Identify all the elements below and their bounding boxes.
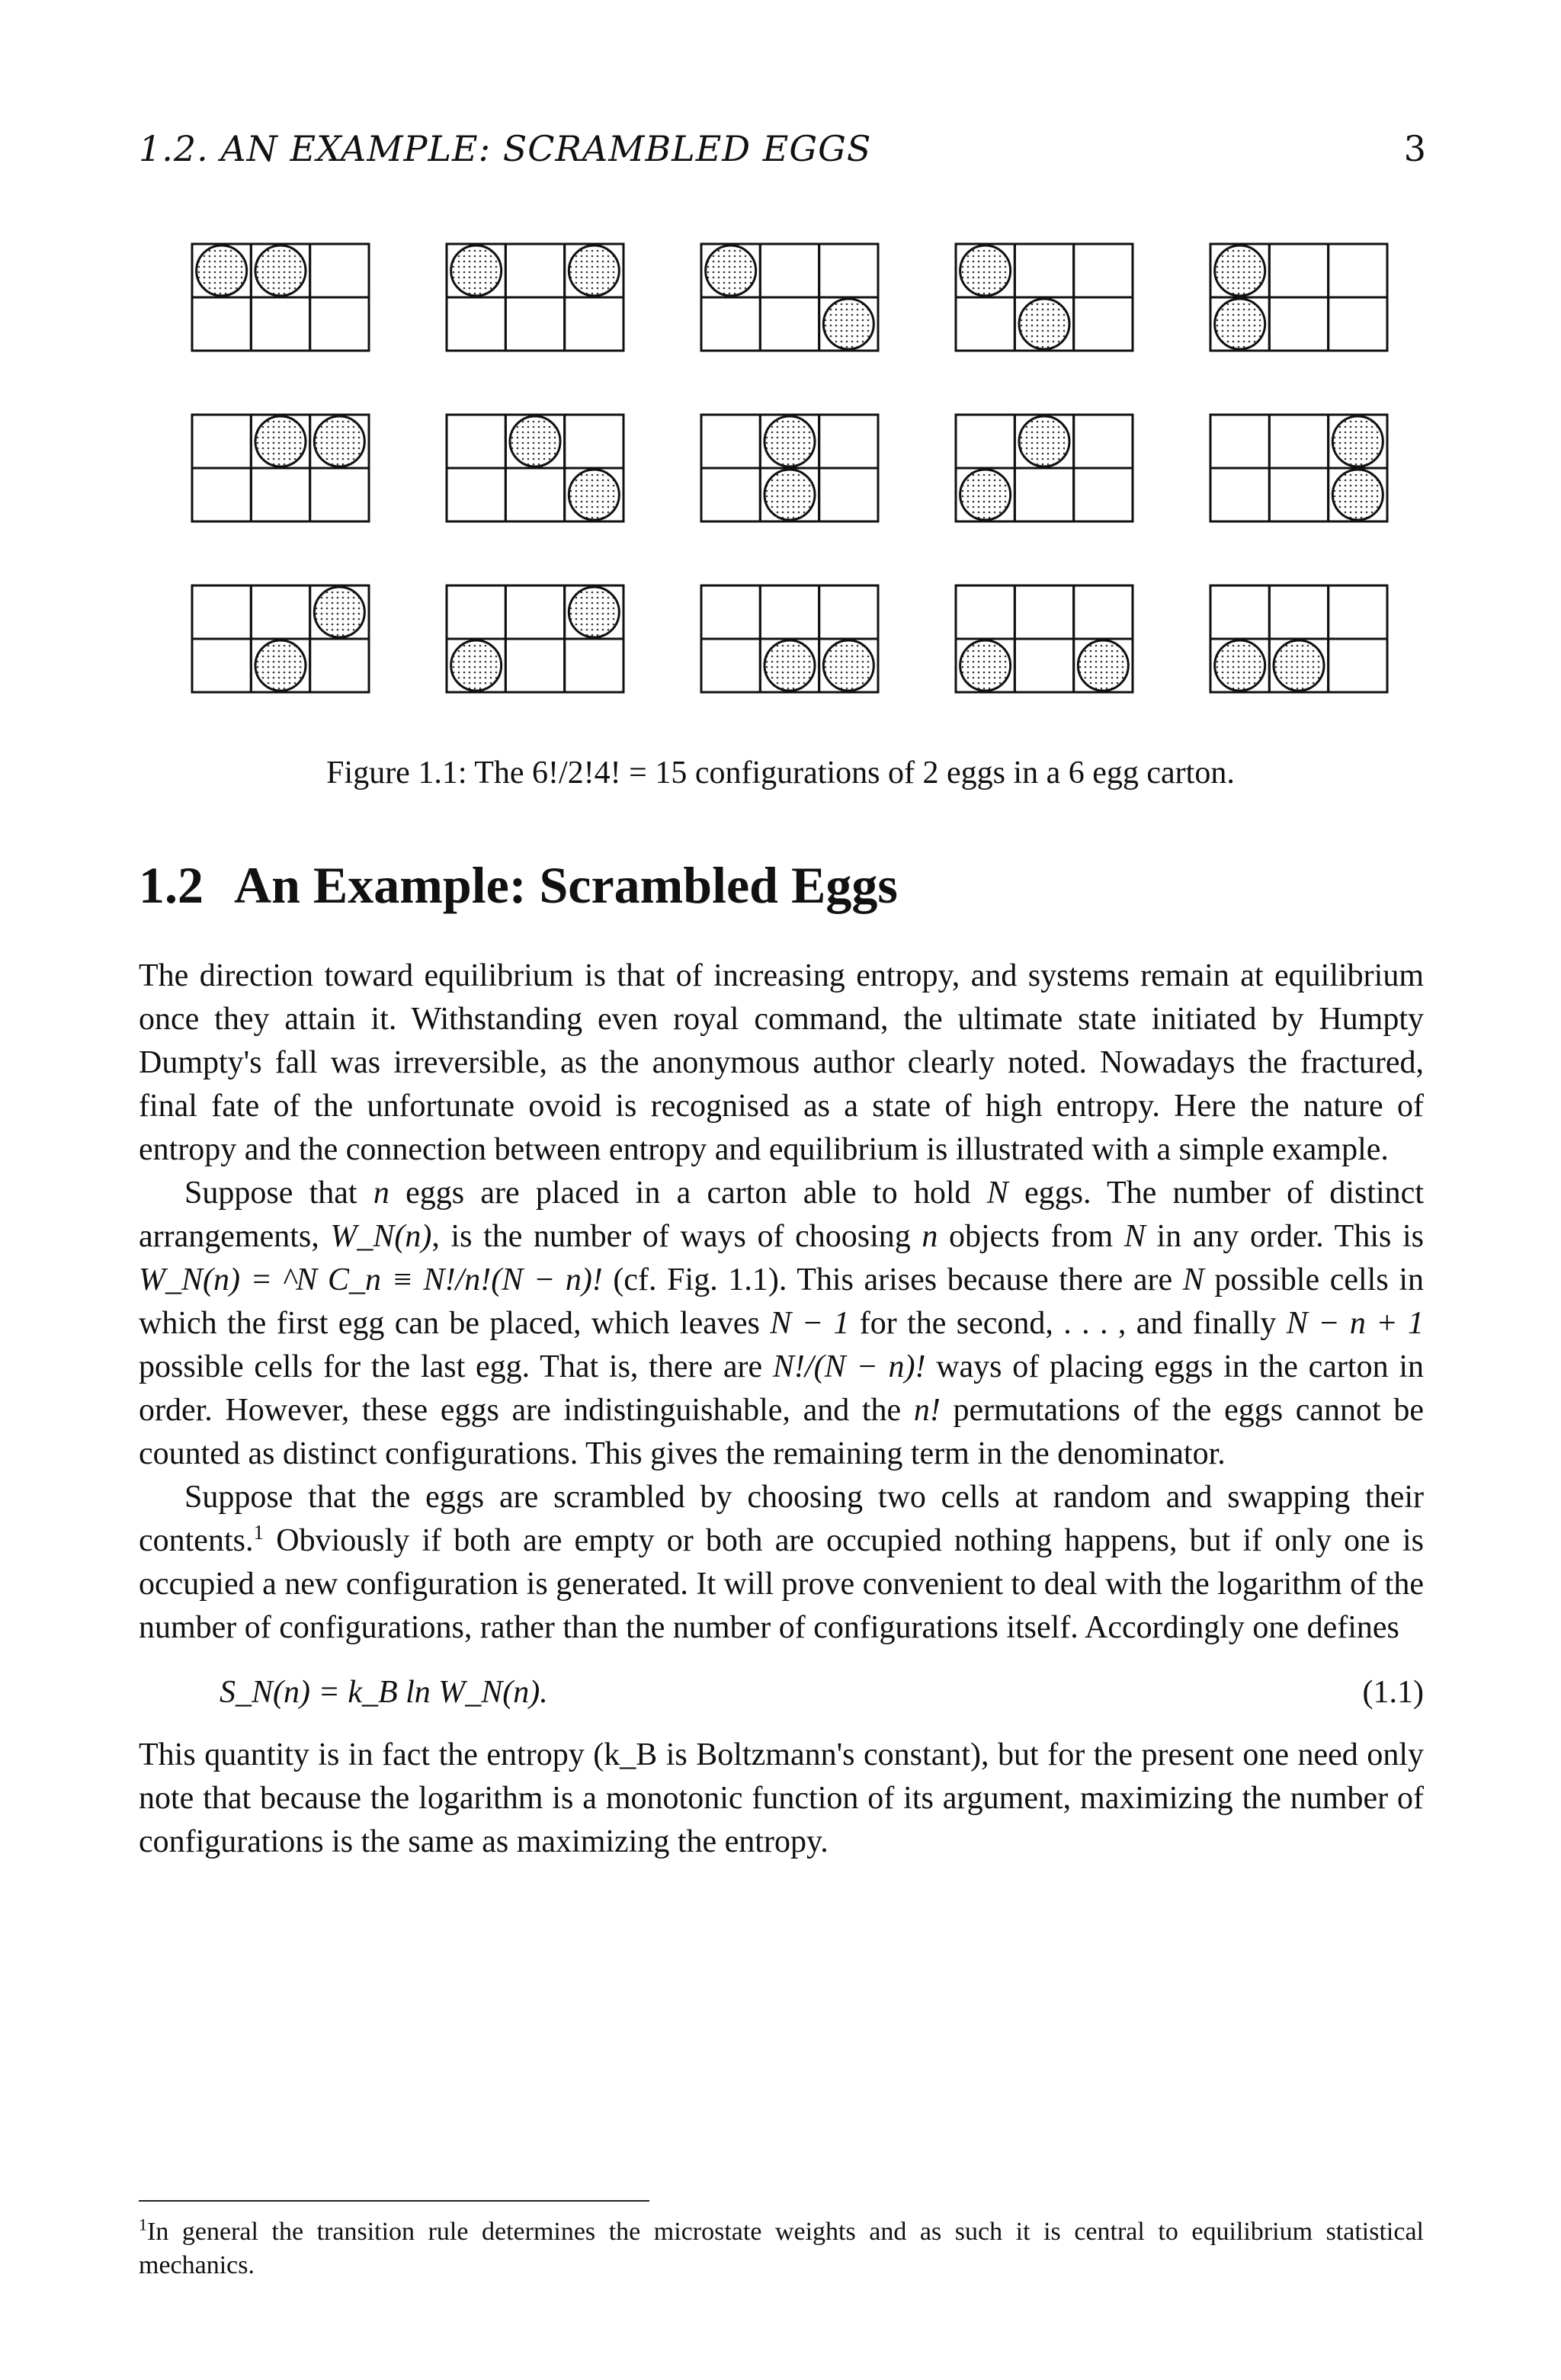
text-run: Suppose that xyxy=(184,1176,373,1211)
carton-cell xyxy=(701,585,760,639)
math-ordered: N!/(N − n)! xyxy=(772,1349,926,1384)
egg xyxy=(1019,299,1069,349)
carton-cell xyxy=(505,297,564,351)
section-number: 1.2 xyxy=(139,856,204,914)
carton-cell xyxy=(1329,297,1387,351)
egg-carton xyxy=(1209,242,1386,349)
carton-cell xyxy=(1269,297,1328,351)
text-run: (cf. Fig. 1.1). This arises because there are xyxy=(602,1262,1183,1297)
egg-carton xyxy=(700,584,877,691)
egg-carton xyxy=(954,584,1131,691)
math-N: N xyxy=(986,1176,1008,1211)
carton-cell xyxy=(251,585,309,639)
equation-number: (1.1) xyxy=(1362,1675,1424,1710)
egg-carton xyxy=(445,584,622,691)
carton-drawing xyxy=(191,242,370,352)
running-head xyxy=(139,128,1427,174)
paragraph-2 xyxy=(139,1172,1424,1476)
carton-cell xyxy=(1014,244,1073,297)
carton-drawing xyxy=(700,242,880,352)
carton-drawing xyxy=(954,584,1134,694)
section-heading xyxy=(139,855,898,916)
carton-cell xyxy=(565,297,623,351)
text-run: eggs are placed in a carton able to hold xyxy=(389,1176,987,1211)
carton-drawing xyxy=(700,584,880,694)
egg xyxy=(1332,470,1383,520)
equation-1-1 xyxy=(139,1650,1424,1734)
carton-drawing xyxy=(700,413,880,523)
carton-cell xyxy=(447,415,505,468)
text-run: Suppose that the eggs are scrambled by choosing two cells at random and swapping their contents. xyxy=(139,1480,1424,1558)
egg-carton xyxy=(191,584,367,691)
carton-cell xyxy=(1074,415,1133,468)
carton-cell xyxy=(1329,639,1387,692)
egg xyxy=(255,245,306,296)
carton-cell xyxy=(447,585,505,639)
carton-cell xyxy=(447,468,505,521)
carton-cell xyxy=(1329,585,1387,639)
egg-carton xyxy=(1209,584,1386,691)
carton-drawing xyxy=(954,242,1134,352)
carton-cell xyxy=(1210,468,1269,521)
carton-cell xyxy=(819,468,878,521)
carton-cell xyxy=(251,468,309,521)
carton-cell xyxy=(192,415,251,468)
body-text xyxy=(139,954,1424,1864)
carton-cell xyxy=(819,244,878,297)
egg xyxy=(197,245,247,296)
egg xyxy=(569,587,619,637)
text-run: for the second, . . . , and finally xyxy=(849,1306,1287,1341)
paragraph-3 xyxy=(139,1476,1424,1650)
egg xyxy=(451,245,502,296)
footnote-ref: 1 xyxy=(253,1521,264,1544)
carton-cell xyxy=(565,415,623,468)
carton-drawing xyxy=(445,242,625,352)
carton-cell xyxy=(192,585,251,639)
carton-cell xyxy=(310,468,369,521)
carton-cell xyxy=(192,297,251,351)
carton-cell xyxy=(505,244,564,297)
egg xyxy=(451,640,502,691)
footnote-rule xyxy=(139,2200,649,2202)
egg xyxy=(569,245,619,296)
carton-cell xyxy=(310,639,369,692)
text-run: permutations of the eggs cannot be counted as distinct configurations. This gives the remaining term in the denominator. xyxy=(139,1393,1424,1471)
egg xyxy=(1332,416,1383,467)
egg xyxy=(1274,640,1324,691)
section-title: An Example: Scrambled Eggs xyxy=(234,856,898,914)
carton-cell xyxy=(505,468,564,521)
egg xyxy=(960,470,1011,520)
carton-cell xyxy=(447,297,505,351)
carton-cell xyxy=(701,468,760,521)
egg-carton xyxy=(191,413,367,520)
egg xyxy=(1215,245,1265,296)
carton-cell xyxy=(1074,468,1133,521)
egg xyxy=(510,416,560,467)
egg xyxy=(960,245,1011,296)
math-nfact: n! xyxy=(913,1393,941,1428)
carton-cell xyxy=(760,585,819,639)
carton-drawing xyxy=(445,413,625,523)
paragraph-1: The direction toward equilibrium is that of increasing entropy, and systems remain at equilibrium once they attain it. Withstanding even royal command, the ultimate state initiated by Humpty Dumpty's fall was irreversible, as the anonymous author clearly noted. Nowadays the fractured, final fate of the unfortunate ovoid is recognised as a state of high entropy. Here the nature of entropy and the connection between entropy and equilibrium is illustrated with a simple example. xyxy=(139,958,1424,1167)
text-run: possible cells for the last egg. That is, there are xyxy=(139,1349,773,1384)
math-N: N xyxy=(1123,1219,1146,1254)
egg xyxy=(764,470,815,520)
carton-cell xyxy=(1269,244,1328,297)
egg xyxy=(823,299,873,349)
egg xyxy=(255,416,306,467)
carton-cell xyxy=(819,585,878,639)
carton-cell xyxy=(1074,297,1133,351)
carton-cell xyxy=(956,415,1014,468)
carton-drawing xyxy=(445,584,625,694)
carton-cell xyxy=(1014,585,1073,639)
carton-cell xyxy=(1269,468,1328,521)
carton-cell xyxy=(701,415,760,468)
egg-carton xyxy=(1209,413,1386,520)
egg xyxy=(764,416,815,467)
carton-cell xyxy=(192,468,251,521)
carton-cell xyxy=(819,415,878,468)
carton-cell xyxy=(565,639,623,692)
egg-carton xyxy=(954,413,1131,520)
math-formula: W_N(n) = ^N C_n ≡ N!/n!(N − n)! xyxy=(139,1262,603,1297)
running-head-title: 1.2. AN EXAMPLE: SCRAMBLED EGGS xyxy=(139,128,872,169)
carton-cell xyxy=(505,639,564,692)
math-N: N xyxy=(1182,1262,1204,1297)
carton-cell xyxy=(505,585,564,639)
page-number: 3 xyxy=(1403,128,1427,169)
text-run: objects from xyxy=(938,1219,1124,1254)
egg xyxy=(706,245,756,296)
carton-cell xyxy=(956,297,1014,351)
carton-cell xyxy=(701,297,760,351)
footnote xyxy=(139,2215,1424,2282)
egg-carton xyxy=(954,242,1131,349)
carton-drawing xyxy=(1209,584,1389,694)
egg xyxy=(764,640,815,691)
egg xyxy=(823,640,873,691)
carton-drawing xyxy=(191,413,370,523)
carton-drawing xyxy=(191,584,370,694)
text-run: eggs. The number of distinct arrangements, xyxy=(139,1176,1424,1254)
figure-caption: Figure 1.1: The 6!/2!4! = 15 configurations of 2 eggs in a 6 egg carton. xyxy=(326,755,1235,791)
math-WNn: W_N(n) xyxy=(330,1219,432,1254)
carton-cell xyxy=(1014,639,1073,692)
carton-drawing xyxy=(1209,242,1389,352)
egg xyxy=(1215,640,1265,691)
carton-cell xyxy=(310,244,369,297)
equation-body: S_N(n) = k_B ln W_N(n). xyxy=(220,1675,548,1710)
carton-cell xyxy=(1210,415,1269,468)
carton-cell xyxy=(1014,468,1073,521)
egg xyxy=(255,640,306,691)
carton-cell xyxy=(1269,415,1328,468)
carton-cell xyxy=(1074,585,1133,639)
egg xyxy=(1019,416,1069,467)
carton-drawing xyxy=(1209,413,1389,523)
egg-carton xyxy=(445,413,622,520)
carton-cell xyxy=(760,297,819,351)
egg xyxy=(569,470,619,520)
egg-carton xyxy=(700,413,877,520)
egg xyxy=(314,416,364,467)
egg xyxy=(960,640,1011,691)
carton-cell xyxy=(760,244,819,297)
egg xyxy=(1215,299,1265,349)
carton-cell xyxy=(310,297,369,351)
text-run: , is the number of ways of choosing xyxy=(431,1219,922,1254)
egg-carton xyxy=(700,242,877,349)
carton-cell xyxy=(192,639,251,692)
carton-cell xyxy=(1269,585,1328,639)
text-run: in any order. This is xyxy=(1145,1219,1424,1254)
math-N-minus-n-plus-1: N − n + 1 xyxy=(1286,1306,1424,1341)
math-n: n xyxy=(373,1176,389,1211)
footnote-marker: 1 xyxy=(139,2215,148,2234)
carton-cell xyxy=(251,297,309,351)
egg xyxy=(314,587,364,637)
text-run: Obviously if both are empty or both are occupied nothing happens, but if only one is occupied a new configuration is generated. It will prove convenient to deal with the logarithm of the number of configurations, rather than the number of configurations itself. Accordingly one defines xyxy=(139,1523,1424,1645)
math-N-minus-1: N − 1 xyxy=(770,1306,850,1341)
egg-carton xyxy=(191,242,367,349)
math-n: n xyxy=(922,1219,938,1254)
egg xyxy=(1078,640,1128,691)
egg-carton xyxy=(445,242,622,349)
text-run: ways of placing eggs in the carton in order. However, these eggs are indistinguishable, and the xyxy=(139,1349,1425,1428)
text-run: possible cells in which the first egg can be placed, which leaves xyxy=(139,1262,1424,1341)
carton-cell xyxy=(1074,244,1133,297)
carton-cell xyxy=(701,639,760,692)
carton-cell xyxy=(956,585,1014,639)
paragraph-4: This quantity is in fact the entropy (k_B is Boltzmann's constant), but for the present one need only note that because the logarithm is a monotonic function of its argument, maximizing the number of configurations is the same as maximizing the entropy. xyxy=(139,1737,1424,1859)
footnote-text: In general the transition rule determines the microstate weights and as such it is central to equilibrium statistical mechanics. xyxy=(139,2218,1424,2279)
carton-cell xyxy=(1210,585,1269,639)
figure-egg-cartons xyxy=(191,242,1387,692)
carton-drawing xyxy=(954,413,1134,523)
carton-cell xyxy=(1329,244,1387,297)
